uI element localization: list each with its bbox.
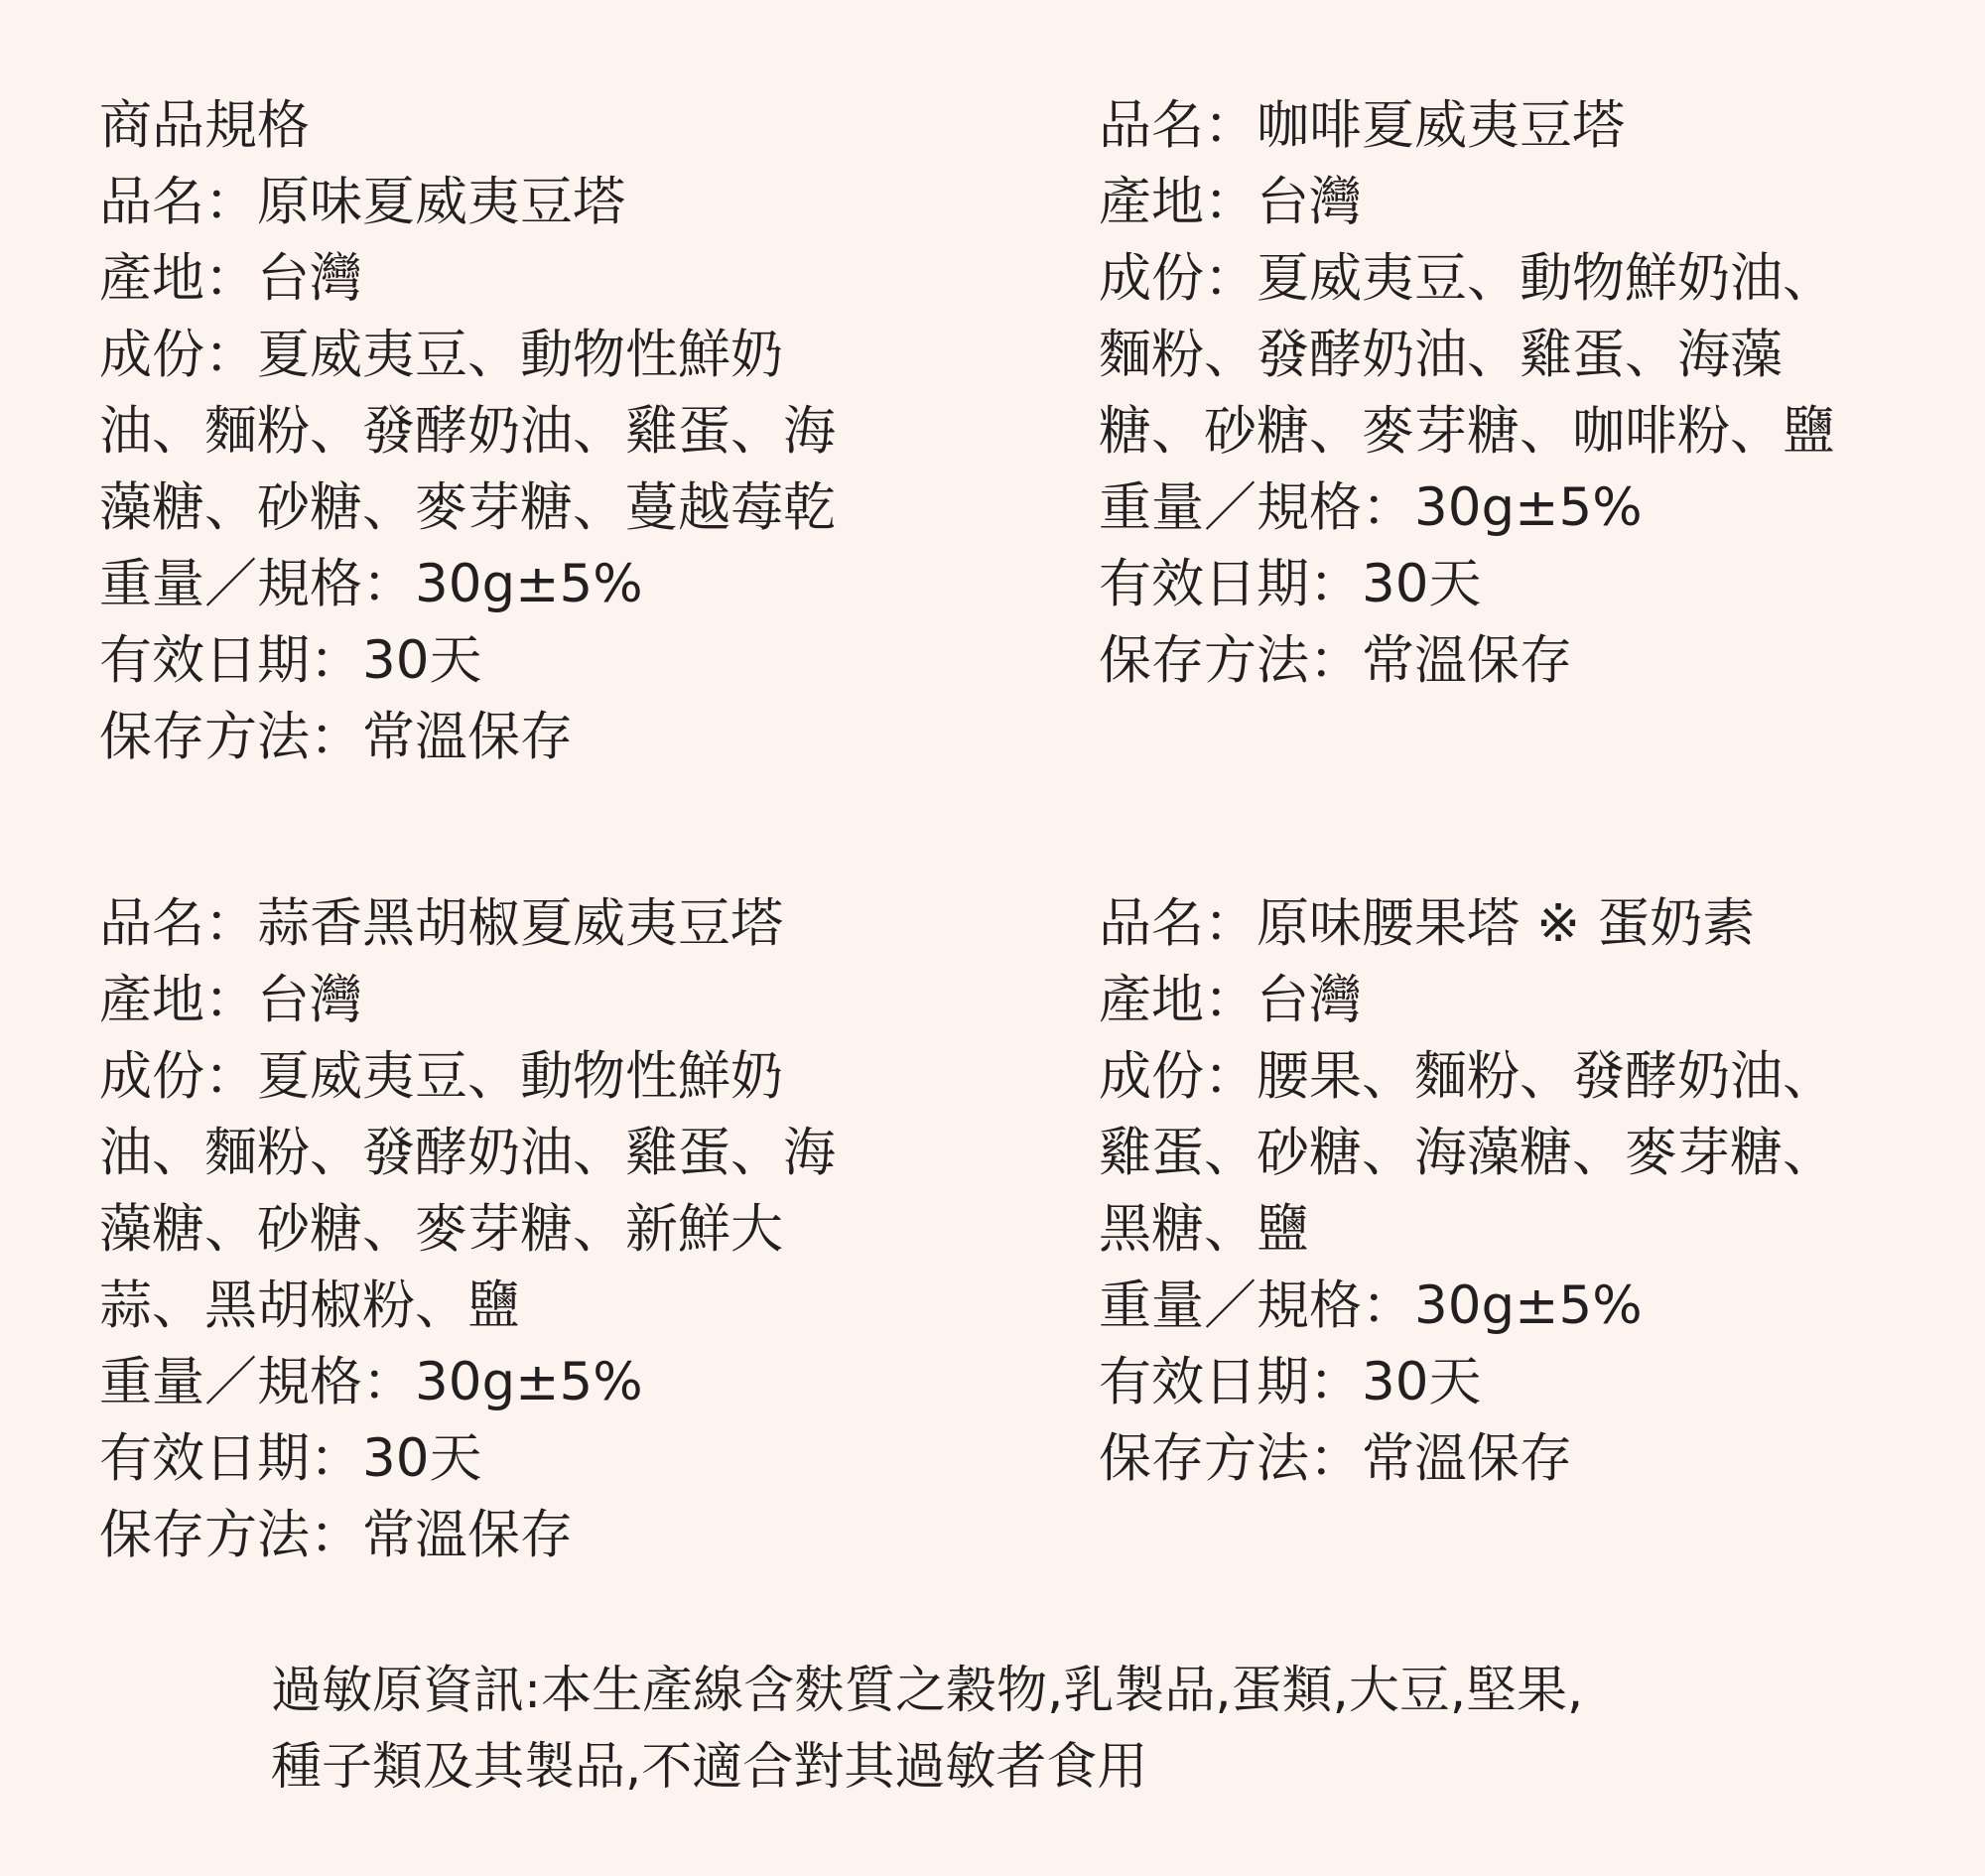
allergen-line: 種子類及其製品,不適合對其過敏者食用 bbox=[271, 1738, 1148, 1797]
product-weight: 重量／規格：30g±5% bbox=[1099, 1275, 1643, 1336]
product-ingredients: 藻糖、砂糖、麥芽糖、新鮮大 bbox=[99, 1199, 783, 1260]
product-weight: 重量／規格：30g±5% bbox=[1099, 477, 1643, 538]
product-name: 品名：咖啡夏威夷豆塔 bbox=[1099, 95, 1625, 156]
product-name: 品名：蒜香黑胡椒夏威夷豆塔 bbox=[99, 893, 783, 954]
product-ingredients: 蒜、黑胡椒粉、鹽 bbox=[99, 1275, 520, 1336]
product-storage: 保存方法：常溫保存 bbox=[99, 707, 573, 767]
product-spec-original-macadamia-tart bbox=[99, 87, 836, 775]
product-ingredients: 成份：腰果、麵粉、發酵奶油、 bbox=[1099, 1046, 1835, 1107]
product-ingredients: 黑糖、鹽 bbox=[1099, 1199, 1309, 1260]
product-ingredients: 雞蛋、砂糖、海藻糖、麥芽糖、 bbox=[1099, 1123, 1835, 1183]
product-spec-garlic-pepper-macadamia-tart bbox=[99, 885, 836, 1573]
product-ingredients: 藻糖、砂糖、麥芽糖、蔓越莓乾 bbox=[99, 477, 836, 538]
allergen-line: 過敏原資訊:本生產線含麩質之穀物,乳製品,蛋類,大豆,堅果, bbox=[271, 1662, 1584, 1720]
product-storage: 保存方法：常溫保存 bbox=[99, 1505, 573, 1565]
product-storage: 保存方法：常溫保存 bbox=[1099, 1428, 1572, 1489]
product-name: 品名：原味腰果塔 ※ 蛋奶素 bbox=[1099, 893, 1756, 954]
product-shelf-life: 有效日期：30天 bbox=[99, 1428, 482, 1489]
product-ingredients: 油、麵粉、發酵奶油、雞蛋、海 bbox=[99, 1123, 836, 1183]
product-origin: 產地：台灣 bbox=[99, 970, 362, 1030]
product-ingredients: 糖、砂糖、麥芽糖、咖啡粉、鹽 bbox=[1099, 401, 1835, 462]
product-origin: 產地：台灣 bbox=[1099, 172, 1362, 232]
product-shelf-life: 有效日期：30天 bbox=[1099, 1352, 1482, 1412]
allergen-info bbox=[271, 1653, 1583, 1806]
product-name: 品名：原味夏威夷豆塔 bbox=[99, 172, 625, 232]
product-ingredients: 成份：夏威夷豆、動物性鮮奶 bbox=[99, 1046, 783, 1107]
product-weight: 重量／規格：30g±5% bbox=[99, 1352, 643, 1412]
product-shelf-life: 有效日期：30天 bbox=[1099, 554, 1482, 614]
spec-heading: 商品規格 bbox=[99, 95, 310, 156]
product-origin: 產地：台灣 bbox=[99, 248, 362, 309]
product-weight: 重量／規格：30g±5% bbox=[99, 554, 643, 614]
product-ingredients: 成份：夏威夷豆、動物鮮奶油、 bbox=[1099, 248, 1835, 309]
product-shelf-life: 有效日期：30天 bbox=[99, 630, 482, 691]
product-ingredients: 成份：夏威夷豆、動物性鮮奶 bbox=[99, 325, 783, 385]
product-origin: 產地：台灣 bbox=[1099, 970, 1362, 1030]
product-ingredients: 油、麵粉、發酵奶油、雞蛋、海 bbox=[99, 401, 836, 462]
product-spec-coffee-macadamia-tart bbox=[1099, 87, 1835, 699]
product-ingredients: 麵粉、發酵奶油、雞蛋、海藻 bbox=[1099, 325, 1783, 385]
product-spec-original-cashew-tart bbox=[1099, 885, 1835, 1497]
product-storage: 保存方法：常溫保存 bbox=[1099, 630, 1572, 691]
